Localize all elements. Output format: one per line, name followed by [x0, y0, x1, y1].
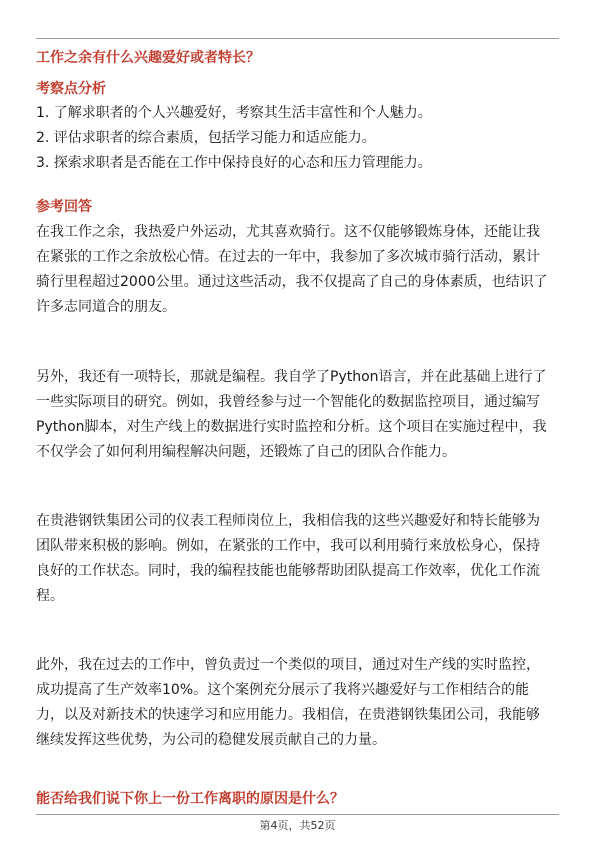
paragraph-line: 不仅学会了如何利用编程解决问题，还锻炼了自己的团队合作能力。 [36, 444, 456, 460]
paragraph-line: 继续发挥这些优势，为公司的稳健发展贡献自己的力量。 [36, 732, 386, 748]
question-title: 工作之余有什么兴趣爱好或者特长？ [36, 50, 260, 66]
analysis-point: 1. 了解求职者的个人兴趣爱好，考察其生活丰富性和个人魅力。 [36, 105, 432, 121]
answer-paragraph [36, 365, 560, 465]
answer-paragraph [36, 220, 560, 320]
analysis-point: 3. 探索求职者是否能在工作中保持良好的心态和压力管理能力。 [36, 155, 432, 171]
paragraph-line: 良好的工作状态。同时，我的编程技能也能够帮助团队提高工作效率，优化工作流 [36, 563, 540, 579]
paragraph-line: 程。 [36, 588, 64, 604]
paragraph-line: 在紧张的工作之余放松心情。在过去的一年中，我参加了多次城市骑行活动，累计 [36, 249, 540, 265]
paragraph-line: 成功提高了生产效率10%。这个案例充分展示了我将兴趣爱好与工作相结合的能 [36, 682, 530, 698]
paragraph-line: 在贵港钢铁集团公司的仪表工程师岗位上，我相信我的这些兴趣爱好和特长能够为 [36, 513, 540, 529]
paragraph-line: 在我工作之余，我热爱户外运动，尤其喜欢骑行。这不仅能够锻炼身体，还能让我 [36, 224, 540, 240]
analysis-list [36, 101, 560, 176]
paragraph-line: 力，以及对新技术的快速学习和应用能力。我相信，在贵港钢铁集团公司，我能够 [36, 707, 540, 723]
paragraph-line: 团队带来积极的影响。例如，在紧张的工作中，我可以利用骑行来放松身心，保持 [36, 538, 540, 554]
paragraph-line: Python脚本，对生产线上的数据进行实时监控和分析。这个项目在实施过程中，我 [36, 419, 547, 435]
bottom-divider [36, 814, 559, 815]
answer-paragraph [36, 653, 560, 753]
paragraph-line: 许多志同道合的朋友。 [36, 299, 176, 315]
next-question-title: 能否给我们说下你上一份工作离职的原因是什么？ [36, 791, 344, 807]
answer-heading: 参考回答 [36, 199, 92, 215]
top-divider [36, 38, 559, 39]
analysis-point: 2. 评估求职者的综合素质，包括学习能力和适应能力。 [36, 130, 376, 146]
paragraph-line: 此外，我在过去的工作中，曾负责过一个类似的项目，通过对生产线的实时监控， [36, 657, 540, 673]
paragraph-line: 骑行里程超过2000公里。通过这些活动，我不仅提高了自己的身体素质，也结识了 [36, 274, 548, 290]
paragraph-line: 另外，我还有一项特长，那就是编程。我自学了Python语言，并在此基础上进行了 [36, 369, 547, 385]
answer-paragraph [36, 509, 560, 609]
analysis-heading: 考察点分析 [36, 81, 106, 97]
paragraph-line: 一些实际项目的研究。例如，我曾经参与过一个智能化的数据监控项目，通过编写 [36, 394, 540, 410]
page-number: 第4页，共52页 [259, 819, 336, 832]
